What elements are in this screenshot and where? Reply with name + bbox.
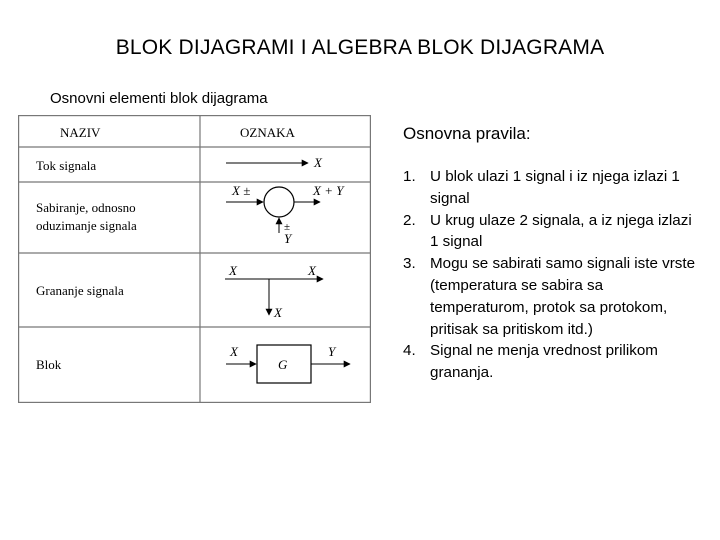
branching-symbol: [225, 263, 323, 320]
page-title: BLOK DIJAGRAMI I ALGEBRA BLOK DIJAGRAMA: [115, 36, 605, 59]
sum-input-bottom-label: Y: [284, 231, 292, 246]
branch-down-label: X: [274, 305, 282, 320]
rule-number: 1.: [403, 168, 416, 185]
rule-number: 2.: [403, 211, 416, 229]
row-name-grananje: Grananje signala: [36, 283, 124, 298]
row-name-tok-signala: Tok signala: [36, 158, 97, 173]
block-transfer-label: G: [278, 357, 288, 372]
signal-flow-symbol: [226, 155, 323, 170]
flow-output-label: X: [314, 155, 322, 170]
block-symbol: [226, 344, 350, 383]
rules-list: [403, 166, 703, 384]
summing-junction-symbol: [226, 183, 345, 246]
block-output-label: Y: [328, 344, 336, 359]
rule-number: 4.: [403, 342, 416, 360]
rule-item: [403, 340, 703, 384]
branch-right-label: X: [308, 263, 316, 278]
rules-heading: Osnovna pravila:: [403, 124, 531, 143]
rule-text: U krug ulaze 2 signala, a iz njega izlazi 1 signal: [430, 211, 692, 251]
section-subtitle: Osnovni elementi blok dijagrama: [50, 90, 268, 107]
basic-rules: [403, 124, 703, 384]
rule-text: Signal ne menja vrednost prilikom grananja.: [430, 342, 658, 382]
sum-output-label: X + Y: [313, 183, 344, 198]
row-name-sabiranje-line1: Sabiranje, odnosno: [36, 200, 136, 215]
branch-left-label: X: [229, 263, 237, 278]
elements-table: [18, 115, 371, 403]
row-name-blok: Blok: [36, 357, 62, 372]
header-oznaka: OZNAKA: [240, 125, 295, 140]
row-name-sabiranje-line2: oduzimanje signala: [36, 218, 137, 233]
rule-text: Mogu se sabirati samo signali iste vrste (temperatura se sabira sa temperaturom, protok sa protokom, pritisak sa pritiskom itd.): [430, 255, 696, 338]
rule-item: [403, 253, 703, 340]
rule-item: [403, 166, 703, 210]
sum-pm-label: ±: [284, 221, 291, 233]
sum-input-left-label: X ±: [232, 183, 251, 198]
rule-item: [403, 210, 703, 254]
header-naziv: NAZIV: [60, 125, 101, 140]
block-input-label: X: [230, 344, 238, 359]
rule-number: 3.: [403, 255, 416, 273]
rule-text: U blok ulazi 1 signal i iz njega izlazi 1 signal: [430, 168, 680, 207]
